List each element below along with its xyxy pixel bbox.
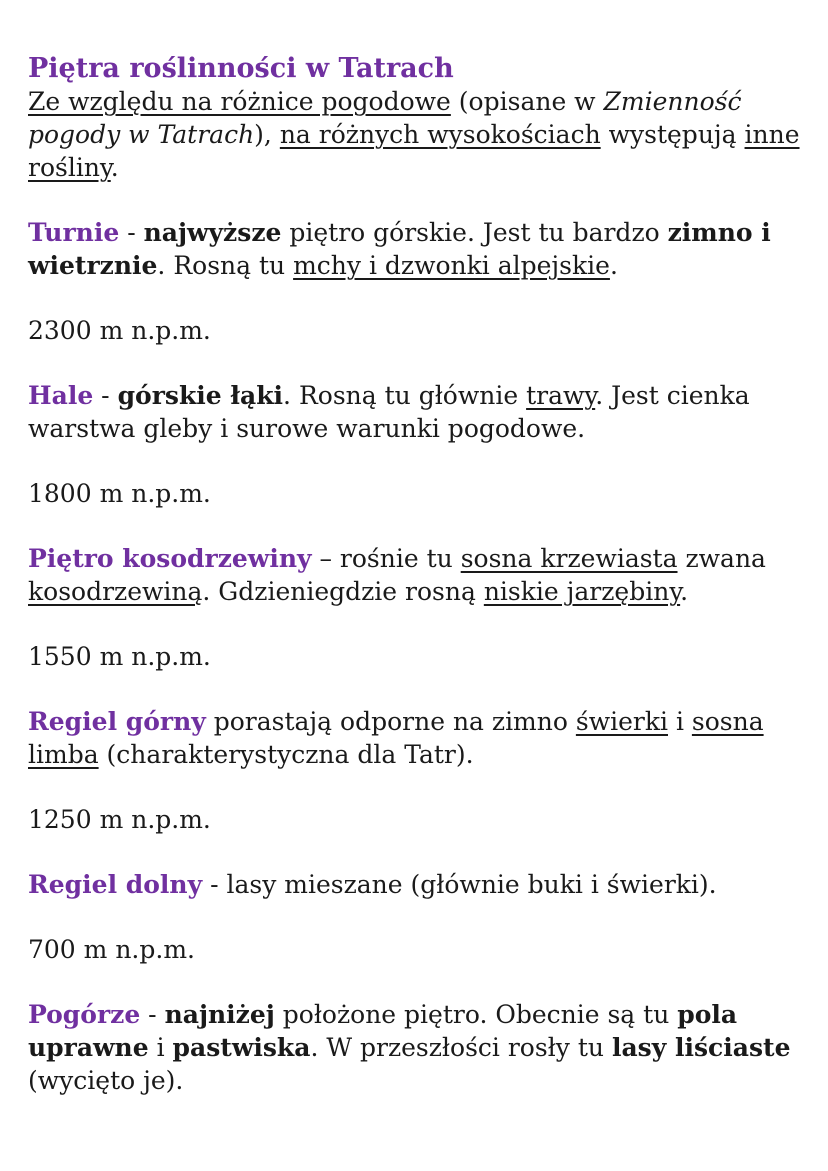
- section-text: . W przeszłości rosły tu: [310, 1033, 612, 1062]
- section-pogorze: [28, 998, 818, 1097]
- section-text: (charakterystyczna dla Tatr).: [98, 740, 474, 769]
- section-text: .: [609, 251, 618, 280]
- bold-text: zimno i wietrznie: [28, 218, 771, 280]
- bold-text: lasy liściaste: [611, 1033, 791, 1062]
- underlined-text: mchy i dzwonki alpejskie: [293, 251, 610, 280]
- zone-name-regiel-gorny: Regiel górny: [28, 707, 206, 736]
- altitude-700: 700 m n.p.m.: [28, 935, 195, 964]
- page-title: Piętra roślinności w Tatrach: [28, 53, 454, 84]
- section-text: zwana: [677, 544, 766, 573]
- underlined-text: sosna limba: [28, 707, 764, 769]
- zone-name-turnie: Turnie: [28, 218, 120, 247]
- underlined-text: niskie jarzębiny: [483, 577, 681, 606]
- altitude-1550: 1550 m n.p.m.: [28, 642, 211, 671]
- section-kosodrzewina: [28, 542, 818, 608]
- underlined-text: trawy: [526, 381, 596, 410]
- underlined-text: kosodrzewiną: [28, 577, 203, 606]
- section-text: położone piętro. Obecnie są tu: [274, 1000, 678, 1029]
- intro-underline-plants: inne rośliny: [28, 120, 800, 182]
- altitude-1250: 1250 m n.p.m.: [28, 805, 211, 834]
- document-page: [28, 52, 818, 1097]
- section-text: porastają odporne na zimno: [205, 707, 576, 736]
- intro-text: .: [110, 153, 119, 182]
- zone-name-regiel-dolny: Regiel dolny: [28, 870, 203, 899]
- intro-underline-weather: Ze względu na różnice pogodowe: [28, 87, 451, 116]
- section-text: -: [119, 218, 144, 247]
- intro-text: (opisane w: [450, 87, 604, 116]
- zone-name-hale: Hale: [28, 381, 94, 410]
- intro-reference: Zmienność pogody w Tatrach: [28, 87, 742, 149]
- bold-text: pola uprawne: [28, 1000, 738, 1062]
- section-text: .: [680, 577, 689, 606]
- section-text: . Gdzieniegdzie rosną: [202, 577, 484, 606]
- section-text: . Rosną tu: [157, 251, 294, 280]
- underlined-text: sosna krzewiasta: [460, 544, 678, 573]
- section-text: i: [148, 1033, 173, 1062]
- intro-underline-heights: na różnych wysokościach: [279, 120, 601, 149]
- intro-paragraph: [28, 52, 818, 184]
- bold-text: pastwiska: [172, 1033, 311, 1062]
- section-text: (wycięto je).: [28, 1066, 184, 1095]
- altitude-1800: 1800 m n.p.m.: [28, 479, 211, 508]
- underlined-text: świerki: [575, 707, 668, 736]
- section-text: -: [93, 381, 118, 410]
- section-text: – rośnie tu: [311, 544, 461, 573]
- section-hale: [28, 379, 818, 445]
- bold-text: najwyższe: [143, 218, 282, 247]
- section-text: i: [668, 707, 692, 736]
- intro-text: występują: [600, 120, 745, 149]
- altitude-2300: 2300 m n.p.m.: [28, 316, 211, 345]
- bold-text: najniżej: [164, 1000, 275, 1029]
- section-text: . Jest cienka warstwa gleby i surowe warunki pogodowe.: [28, 381, 750, 443]
- zone-name-pogorze: Pogórze: [28, 1000, 141, 1029]
- section-regiel-dolny: [28, 868, 818, 901]
- bold-text: górskie łąki: [117, 381, 284, 410]
- section-turnie: [28, 216, 818, 282]
- section-text: piętro górskie. Jest tu bardzo: [281, 218, 668, 247]
- section-text: . Rosną tu głównie: [283, 381, 527, 410]
- intro-text: ),: [254, 120, 280, 149]
- section-regiel-gorny: [28, 705, 818, 771]
- zone-name-kosodrzewina: Piętro kosodrzewiny: [28, 544, 312, 573]
- section-text: -: [140, 1000, 165, 1029]
- section-text: - lasy mieszane (głównie buki i świerki).: [202, 870, 717, 899]
